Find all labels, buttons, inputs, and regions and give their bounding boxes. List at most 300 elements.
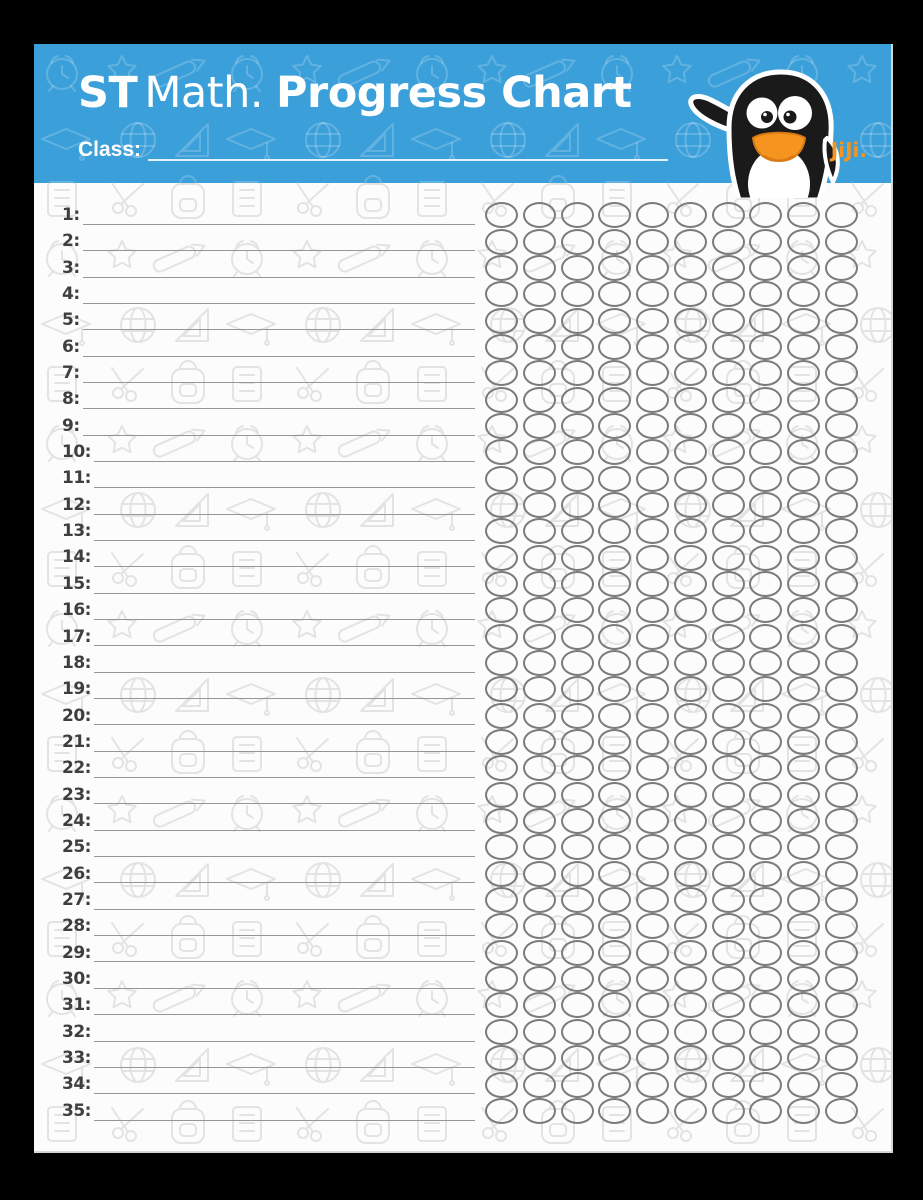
- progress-bubble[interactable]: [561, 650, 594, 676]
- progress-bubble[interactable]: [523, 466, 556, 492]
- progress-bubble[interactable]: [598, 571, 631, 597]
- name-line[interactable]: [94, 692, 475, 699]
- progress-bubble[interactable]: [485, 782, 518, 808]
- progress-bubble[interactable]: [636, 202, 669, 228]
- progress-bubble[interactable]: [561, 624, 594, 650]
- progress-bubble[interactable]: [598, 755, 631, 781]
- progress-bubble[interactable]: [825, 518, 858, 544]
- progress-bubble[interactable]: [636, 992, 669, 1018]
- progress-bubble[interactable]: [485, 808, 518, 834]
- progress-bubble[interactable]: [598, 1019, 631, 1045]
- progress-bubble[interactable]: [485, 913, 518, 939]
- progress-bubble[interactable]: [523, 518, 556, 544]
- progress-bubble[interactable]: [598, 966, 631, 992]
- name-line[interactable]: [94, 982, 475, 989]
- progress-bubble[interactable]: [712, 1045, 745, 1071]
- progress-bubble[interactable]: [561, 913, 594, 939]
- progress-bubble[interactable]: [674, 940, 707, 966]
- progress-bubble[interactable]: [561, 334, 594, 360]
- name-line[interactable]: [94, 745, 475, 752]
- progress-bubble[interactable]: [561, 1098, 594, 1124]
- progress-bubble[interactable]: [561, 782, 594, 808]
- progress-bubble[interactable]: [485, 334, 518, 360]
- progress-bubble[interactable]: [636, 650, 669, 676]
- progress-bubble[interactable]: [598, 492, 631, 518]
- progress-bubble[interactable]: [598, 545, 631, 571]
- progress-bubble[interactable]: [523, 940, 556, 966]
- progress-bubble[interactable]: [561, 360, 594, 386]
- progress-bubble[interactable]: [712, 755, 745, 781]
- progress-bubble[interactable]: [485, 676, 518, 702]
- progress-bubble[interactable]: [787, 308, 820, 334]
- name-line[interactable]: [94, 1087, 475, 1094]
- progress-bubble[interactable]: [825, 439, 858, 465]
- progress-bubble[interactable]: [636, 729, 669, 755]
- name-line[interactable]: [94, 797, 475, 804]
- progress-bubble[interactable]: [523, 992, 556, 1018]
- progress-bubble[interactable]: [561, 571, 594, 597]
- progress-bubble[interactable]: [523, 834, 556, 860]
- progress-bubble[interactable]: [749, 992, 782, 1018]
- progress-bubble[interactable]: [636, 861, 669, 887]
- name-line[interactable]: [83, 323, 475, 330]
- progress-bubble[interactable]: [825, 992, 858, 1018]
- progress-bubble[interactable]: [825, 545, 858, 571]
- progress-bubble[interactable]: [749, 229, 782, 255]
- progress-bubble[interactable]: [485, 624, 518, 650]
- progress-bubble[interactable]: [787, 1098, 820, 1124]
- progress-bubble[interactable]: [749, 1019, 782, 1045]
- progress-bubble[interactable]: [674, 439, 707, 465]
- progress-bubble[interactable]: [712, 834, 745, 860]
- progress-bubble[interactable]: [598, 782, 631, 808]
- progress-bubble[interactable]: [561, 1072, 594, 1098]
- progress-bubble[interactable]: [825, 940, 858, 966]
- progress-bubble[interactable]: [636, 518, 669, 544]
- progress-bubble[interactable]: [485, 466, 518, 492]
- progress-bubble[interactable]: [825, 387, 858, 413]
- progress-bubble[interactable]: [674, 597, 707, 623]
- progress-bubble[interactable]: [712, 360, 745, 386]
- progress-bubble[interactable]: [749, 782, 782, 808]
- progress-bubble[interactable]: [523, 387, 556, 413]
- progress-bubble[interactable]: [523, 1072, 556, 1098]
- progress-bubble[interactable]: [598, 229, 631, 255]
- progress-bubble[interactable]: [561, 861, 594, 887]
- progress-bubble[interactable]: [598, 360, 631, 386]
- progress-bubble[interactable]: [787, 1045, 820, 1071]
- progress-bubble[interactable]: [674, 1019, 707, 1045]
- name-line[interactable]: [94, 876, 475, 883]
- progress-bubble[interactable]: [674, 966, 707, 992]
- progress-bubble[interactable]: [561, 439, 594, 465]
- progress-bubble[interactable]: [825, 913, 858, 939]
- progress-bubble[interactable]: [636, 597, 669, 623]
- progress-bubble[interactable]: [523, 597, 556, 623]
- progress-bubble[interactable]: [674, 229, 707, 255]
- progress-bubble[interactable]: [787, 913, 820, 939]
- progress-bubble[interactable]: [523, 861, 556, 887]
- progress-bubble[interactable]: [787, 229, 820, 255]
- progress-bubble[interactable]: [674, 518, 707, 544]
- progress-bubble[interactable]: [523, 229, 556, 255]
- progress-bubble[interactable]: [749, 439, 782, 465]
- progress-bubble[interactable]: [825, 360, 858, 386]
- progress-bubble[interactable]: [561, 413, 594, 439]
- progress-bubble[interactable]: [523, 703, 556, 729]
- progress-bubble[interactable]: [787, 887, 820, 913]
- progress-bubble[interactable]: [749, 466, 782, 492]
- progress-bubble[interactable]: [712, 782, 745, 808]
- progress-bubble[interactable]: [636, 1098, 669, 1124]
- progress-bubble[interactable]: [749, 834, 782, 860]
- progress-bubble[interactable]: [485, 229, 518, 255]
- progress-bubble[interactable]: [636, 255, 669, 281]
- progress-bubble[interactable]: [674, 387, 707, 413]
- progress-bubble[interactable]: [712, 413, 745, 439]
- progress-bubble[interactable]: [598, 518, 631, 544]
- progress-bubble[interactable]: [561, 1019, 594, 1045]
- progress-bubble[interactable]: [787, 703, 820, 729]
- progress-bubble[interactable]: [561, 492, 594, 518]
- progress-bubble[interactable]: [561, 255, 594, 281]
- progress-bubble[interactable]: [787, 676, 820, 702]
- progress-bubble[interactable]: [485, 413, 518, 439]
- progress-bubble[interactable]: [561, 1045, 594, 1071]
- progress-bubble[interactable]: [636, 545, 669, 571]
- progress-bubble[interactable]: [523, 281, 556, 307]
- progress-bubble[interactable]: [636, 1045, 669, 1071]
- progress-bubble[interactable]: [749, 413, 782, 439]
- progress-bubble[interactable]: [636, 755, 669, 781]
- progress-bubble[interactable]: [485, 1072, 518, 1098]
- progress-bubble[interactable]: [636, 1072, 669, 1098]
- progress-bubble[interactable]: [485, 492, 518, 518]
- progress-bubble[interactable]: [787, 255, 820, 281]
- progress-bubble[interactable]: [561, 703, 594, 729]
- progress-bubble[interactable]: [636, 1019, 669, 1045]
- progress-bubble[interactable]: [523, 308, 556, 334]
- progress-bubble[interactable]: [787, 992, 820, 1018]
- progress-bubble[interactable]: [598, 808, 631, 834]
- progress-bubble[interactable]: [674, 466, 707, 492]
- progress-bubble[interactable]: [636, 624, 669, 650]
- progress-bubble[interactable]: [485, 360, 518, 386]
- progress-bubble[interactable]: [636, 703, 669, 729]
- progress-bubble[interactable]: [523, 808, 556, 834]
- progress-bubble[interactable]: [749, 360, 782, 386]
- progress-bubble[interactable]: [598, 650, 631, 676]
- progress-bubble[interactable]: [749, 202, 782, 228]
- name-line[interactable]: [83, 218, 475, 225]
- progress-bubble[interactable]: [749, 676, 782, 702]
- progress-bubble[interactable]: [825, 861, 858, 887]
- progress-bubble[interactable]: [787, 782, 820, 808]
- progress-bubble[interactable]: [523, 571, 556, 597]
- progress-bubble[interactable]: [825, 703, 858, 729]
- progress-bubble[interactable]: [485, 255, 518, 281]
- progress-bubble[interactable]: [485, 650, 518, 676]
- progress-bubble[interactable]: [674, 545, 707, 571]
- progress-bubble[interactable]: [636, 281, 669, 307]
- progress-bubble[interactable]: [674, 1045, 707, 1071]
- progress-bubble[interactable]: [787, 861, 820, 887]
- progress-bubble[interactable]: [561, 597, 594, 623]
- progress-bubble[interactable]: [787, 413, 820, 439]
- progress-bubble[interactable]: [825, 571, 858, 597]
- progress-bubble[interactable]: [825, 466, 858, 492]
- progress-bubble[interactable]: [561, 281, 594, 307]
- progress-bubble[interactable]: [787, 597, 820, 623]
- progress-bubble[interactable]: [485, 992, 518, 1018]
- name-line[interactable]: [94, 1114, 475, 1121]
- progress-bubble[interactable]: [787, 334, 820, 360]
- progress-bubble[interactable]: [598, 334, 631, 360]
- progress-bubble[interactable]: [712, 387, 745, 413]
- name-line[interactable]: [94, 1008, 475, 1015]
- progress-bubble[interactable]: [485, 1019, 518, 1045]
- progress-bubble[interactable]: [485, 703, 518, 729]
- progress-bubble[interactable]: [787, 966, 820, 992]
- progress-bubble[interactable]: [674, 676, 707, 702]
- progress-bubble[interactable]: [749, 1072, 782, 1098]
- name-line[interactable]: [83, 297, 475, 304]
- progress-bubble[interactable]: [749, 545, 782, 571]
- progress-bubble[interactable]: [787, 624, 820, 650]
- progress-bubble[interactable]: [712, 703, 745, 729]
- progress-bubble[interactable]: [598, 308, 631, 334]
- progress-bubble[interactable]: [561, 755, 594, 781]
- progress-bubble[interactable]: [636, 387, 669, 413]
- progress-bubble[interactable]: [561, 466, 594, 492]
- progress-bubble[interactable]: [674, 755, 707, 781]
- progress-bubble[interactable]: [523, 729, 556, 755]
- name-line[interactable]: [94, 850, 475, 857]
- progress-bubble[interactable]: [636, 571, 669, 597]
- progress-bubble[interactable]: [636, 466, 669, 492]
- progress-bubble[interactable]: [485, 755, 518, 781]
- name-line[interactable]: [94, 1035, 475, 1042]
- progress-bubble[interactable]: [787, 1072, 820, 1098]
- progress-bubble[interactable]: [598, 861, 631, 887]
- progress-bubble[interactable]: [787, 492, 820, 518]
- progress-bubble[interactable]: [674, 492, 707, 518]
- progress-bubble[interactable]: [523, 545, 556, 571]
- progress-bubble[interactable]: [712, 1019, 745, 1045]
- progress-bubble[interactable]: [598, 624, 631, 650]
- progress-bubble[interactable]: [598, 913, 631, 939]
- progress-bubble[interactable]: [787, 940, 820, 966]
- progress-bubble[interactable]: [674, 281, 707, 307]
- name-line[interactable]: [94, 560, 475, 567]
- progress-bubble[interactable]: [523, 360, 556, 386]
- progress-bubble[interactable]: [825, 676, 858, 702]
- class-name-line[interactable]: [148, 143, 668, 161]
- progress-bubble[interactable]: [636, 676, 669, 702]
- progress-bubble[interactable]: [787, 466, 820, 492]
- progress-bubble[interactable]: [749, 703, 782, 729]
- progress-bubble[interactable]: [825, 887, 858, 913]
- progress-bubble[interactable]: [561, 834, 594, 860]
- progress-bubble[interactable]: [674, 782, 707, 808]
- progress-bubble[interactable]: [787, 360, 820, 386]
- progress-bubble[interactable]: [825, 808, 858, 834]
- progress-bubble[interactable]: [749, 492, 782, 518]
- progress-bubble[interactable]: [825, 308, 858, 334]
- name-line[interactable]: [83, 429, 475, 436]
- progress-bubble[interactable]: [523, 676, 556, 702]
- progress-bubble[interactable]: [598, 992, 631, 1018]
- name-line[interactable]: [94, 718, 475, 725]
- progress-bubble[interactable]: [825, 413, 858, 439]
- progress-bubble[interactable]: [598, 834, 631, 860]
- progress-bubble[interactable]: [749, 624, 782, 650]
- progress-bubble[interactable]: [523, 913, 556, 939]
- progress-bubble[interactable]: [674, 1072, 707, 1098]
- progress-bubble[interactable]: [712, 887, 745, 913]
- progress-bubble[interactable]: [712, 255, 745, 281]
- progress-bubble[interactable]: [825, 255, 858, 281]
- progress-bubble[interactable]: [598, 1072, 631, 1098]
- progress-bubble[interactable]: [787, 387, 820, 413]
- progress-bubble[interactable]: [825, 334, 858, 360]
- progress-bubble[interactable]: [825, 229, 858, 255]
- name-line[interactable]: [94, 639, 475, 646]
- progress-bubble[interactable]: [749, 334, 782, 360]
- name-line[interactable]: [94, 771, 475, 778]
- progress-bubble[interactable]: [485, 966, 518, 992]
- progress-bubble[interactable]: [598, 729, 631, 755]
- progress-bubble[interactable]: [485, 1098, 518, 1124]
- progress-bubble[interactable]: [712, 1072, 745, 1098]
- progress-bubble[interactable]: [523, 413, 556, 439]
- progress-bubble[interactable]: [674, 334, 707, 360]
- progress-bubble[interactable]: [636, 940, 669, 966]
- name-line[interactable]: [83, 244, 475, 251]
- progress-bubble[interactable]: [598, 940, 631, 966]
- progress-bubble[interactable]: [712, 308, 745, 334]
- progress-bubble[interactable]: [598, 676, 631, 702]
- progress-bubble[interactable]: [712, 597, 745, 623]
- progress-bubble[interactable]: [712, 545, 745, 571]
- name-line[interactable]: [94, 903, 475, 910]
- progress-bubble[interactable]: [749, 966, 782, 992]
- progress-bubble[interactable]: [749, 597, 782, 623]
- progress-bubble[interactable]: [636, 413, 669, 439]
- progress-bubble[interactable]: [561, 229, 594, 255]
- progress-bubble[interactable]: [598, 281, 631, 307]
- progress-bubble[interactable]: [749, 808, 782, 834]
- progress-bubble[interactable]: [787, 518, 820, 544]
- progress-bubble[interactable]: [636, 834, 669, 860]
- progress-bubble[interactable]: [825, 782, 858, 808]
- progress-bubble[interactable]: [749, 729, 782, 755]
- progress-bubble[interactable]: [825, 1019, 858, 1045]
- progress-bubble[interactable]: [787, 281, 820, 307]
- progress-bubble[interactable]: [598, 703, 631, 729]
- progress-bubble[interactable]: [523, 650, 556, 676]
- progress-bubble[interactable]: [523, 624, 556, 650]
- progress-bubble[interactable]: [674, 202, 707, 228]
- progress-bubble[interactable]: [674, 992, 707, 1018]
- progress-bubble[interactable]: [674, 913, 707, 939]
- progress-bubble[interactable]: [636, 492, 669, 518]
- progress-bubble[interactable]: [712, 861, 745, 887]
- progress-bubble[interactable]: [787, 650, 820, 676]
- progress-bubble[interactable]: [636, 913, 669, 939]
- progress-bubble[interactable]: [674, 308, 707, 334]
- progress-bubble[interactable]: [674, 1098, 707, 1124]
- progress-bubble[interactable]: [674, 413, 707, 439]
- progress-bubble[interactable]: [787, 545, 820, 571]
- name-line[interactable]: [83, 402, 475, 409]
- progress-bubble[interactable]: [787, 571, 820, 597]
- progress-bubble[interactable]: [485, 308, 518, 334]
- progress-bubble[interactable]: [561, 887, 594, 913]
- progress-bubble[interactable]: [523, 782, 556, 808]
- progress-bubble[interactable]: [561, 966, 594, 992]
- progress-bubble[interactable]: [712, 729, 745, 755]
- progress-bubble[interactable]: [749, 518, 782, 544]
- progress-bubble[interactable]: [485, 545, 518, 571]
- progress-bubble[interactable]: [749, 387, 782, 413]
- name-line[interactable]: [94, 929, 475, 936]
- name-line[interactable]: [94, 481, 475, 488]
- progress-bubble[interactable]: [825, 624, 858, 650]
- progress-bubble[interactable]: [485, 887, 518, 913]
- progress-bubble[interactable]: [523, 439, 556, 465]
- progress-bubble[interactable]: [749, 861, 782, 887]
- progress-bubble[interactable]: [485, 387, 518, 413]
- progress-bubble[interactable]: [825, 202, 858, 228]
- progress-bubble[interactable]: [485, 439, 518, 465]
- progress-bubble[interactable]: [674, 729, 707, 755]
- progress-bubble[interactable]: [523, 1098, 556, 1124]
- name-line[interactable]: [94, 955, 475, 962]
- progress-bubble[interactable]: [825, 492, 858, 518]
- progress-bubble[interactable]: [712, 966, 745, 992]
- progress-bubble[interactable]: [674, 650, 707, 676]
- progress-bubble[interactable]: [598, 202, 631, 228]
- progress-bubble[interactable]: [825, 966, 858, 992]
- progress-bubble[interactable]: [523, 255, 556, 281]
- progress-bubble[interactable]: [561, 729, 594, 755]
- progress-bubble[interactable]: [485, 597, 518, 623]
- progress-bubble[interactable]: [787, 755, 820, 781]
- progress-bubble[interactable]: [712, 913, 745, 939]
- progress-bubble[interactable]: [749, 755, 782, 781]
- progress-bubble[interactable]: [598, 439, 631, 465]
- progress-bubble[interactable]: [712, 940, 745, 966]
- progress-bubble[interactable]: [674, 834, 707, 860]
- progress-bubble[interactable]: [674, 861, 707, 887]
- name-line[interactable]: [94, 824, 475, 831]
- progress-bubble[interactable]: [485, 518, 518, 544]
- progress-bubble[interactable]: [712, 229, 745, 255]
- progress-bubble[interactable]: [561, 940, 594, 966]
- progress-bubble[interactable]: [712, 624, 745, 650]
- progress-bubble[interactable]: [712, 992, 745, 1018]
- progress-bubble[interactable]: [485, 940, 518, 966]
- progress-bubble[interactable]: [636, 360, 669, 386]
- progress-bubble[interactable]: [749, 650, 782, 676]
- progress-bubble[interactable]: [674, 360, 707, 386]
- name-line[interactable]: [94, 587, 475, 594]
- progress-bubble[interactable]: [523, 492, 556, 518]
- progress-bubble[interactable]: [561, 308, 594, 334]
- progress-bubble[interactable]: [825, 597, 858, 623]
- progress-bubble[interactable]: [787, 1019, 820, 1045]
